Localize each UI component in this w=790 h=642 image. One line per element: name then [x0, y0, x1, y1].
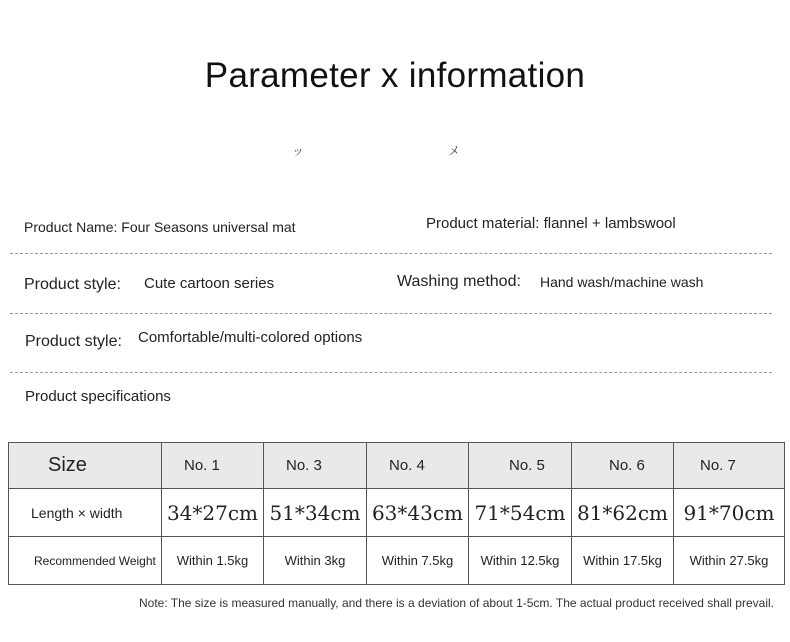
size-cell: No. 4: [367, 443, 469, 489]
weight-cell: Within 3kg: [264, 537, 367, 585]
decorative-mark: ッ: [292, 144, 305, 158]
product-style-label: Product style:: [25, 333, 122, 350]
product-style-label: Product style:: [24, 276, 121, 293]
size-cell: No. 3: [264, 443, 367, 489]
table-row: [9, 443, 785, 489]
size-cell: No. 6: [572, 443, 674, 489]
decorative-mark: メ: [448, 144, 461, 158]
size-table: [8, 442, 785, 585]
product-material-row: [426, 215, 676, 232]
size-cell: No. 5: [469, 443, 572, 489]
divider: [10, 253, 772, 254]
size-cell: No. 1: [162, 443, 264, 489]
product-material-value: flannel + lambswool: [543, 215, 676, 232]
dimension-cell: 63*43cm: [367, 489, 469, 537]
divider: [10, 372, 772, 373]
dimension-cell: 81*62cm: [572, 489, 674, 537]
weight-cell: Within 27.5kg: [674, 537, 785, 585]
divider: [10, 313, 772, 314]
product-specifications-label: Product specifications: [25, 388, 171, 405]
product-material-label: Product material:: [426, 215, 540, 232]
dimension-cell: 34*27cm: [162, 489, 264, 537]
length-width-header: Length × width: [9, 489, 162, 537]
weight-cell: Within 12.5kg: [469, 537, 572, 585]
dimension-cell: 71*54cm: [469, 489, 572, 537]
measurement-note: Note: The size is measured manually, and there is a deviation of about 1-5cm. The actual product received shall prevail.: [138, 596, 774, 610]
recommended-weight-header: Recommended Weight: [9, 537, 162, 585]
washing-method-label: Washing method:: [397, 273, 521, 290]
size-cell: No. 7: [674, 443, 785, 489]
product-name-row: [24, 219, 296, 235]
dimension-cell: 91*70cm: [674, 489, 785, 537]
washing-method-value: Hand wash/machine wash: [540, 274, 704, 290]
weight-cell: Within 17.5kg: [572, 537, 674, 585]
product-style-value: Cute cartoon series: [144, 275, 275, 292]
weight-cell: Within 7.5kg: [367, 537, 469, 585]
dimension-cell: 51*34cm: [264, 489, 367, 537]
product-style-value: Comfortable/multi-colored options: [138, 329, 363, 346]
table-row: [9, 537, 785, 585]
product-name-value: Four Seasons universal mat: [121, 219, 296, 235]
page-title: Parameter x information: [204, 56, 586, 95]
size-header: Size: [9, 443, 162, 489]
weight-cell: Within 1.5kg: [162, 537, 264, 585]
product-name-label: Product Name:: [24, 219, 118, 235]
table-row: [9, 489, 785, 537]
